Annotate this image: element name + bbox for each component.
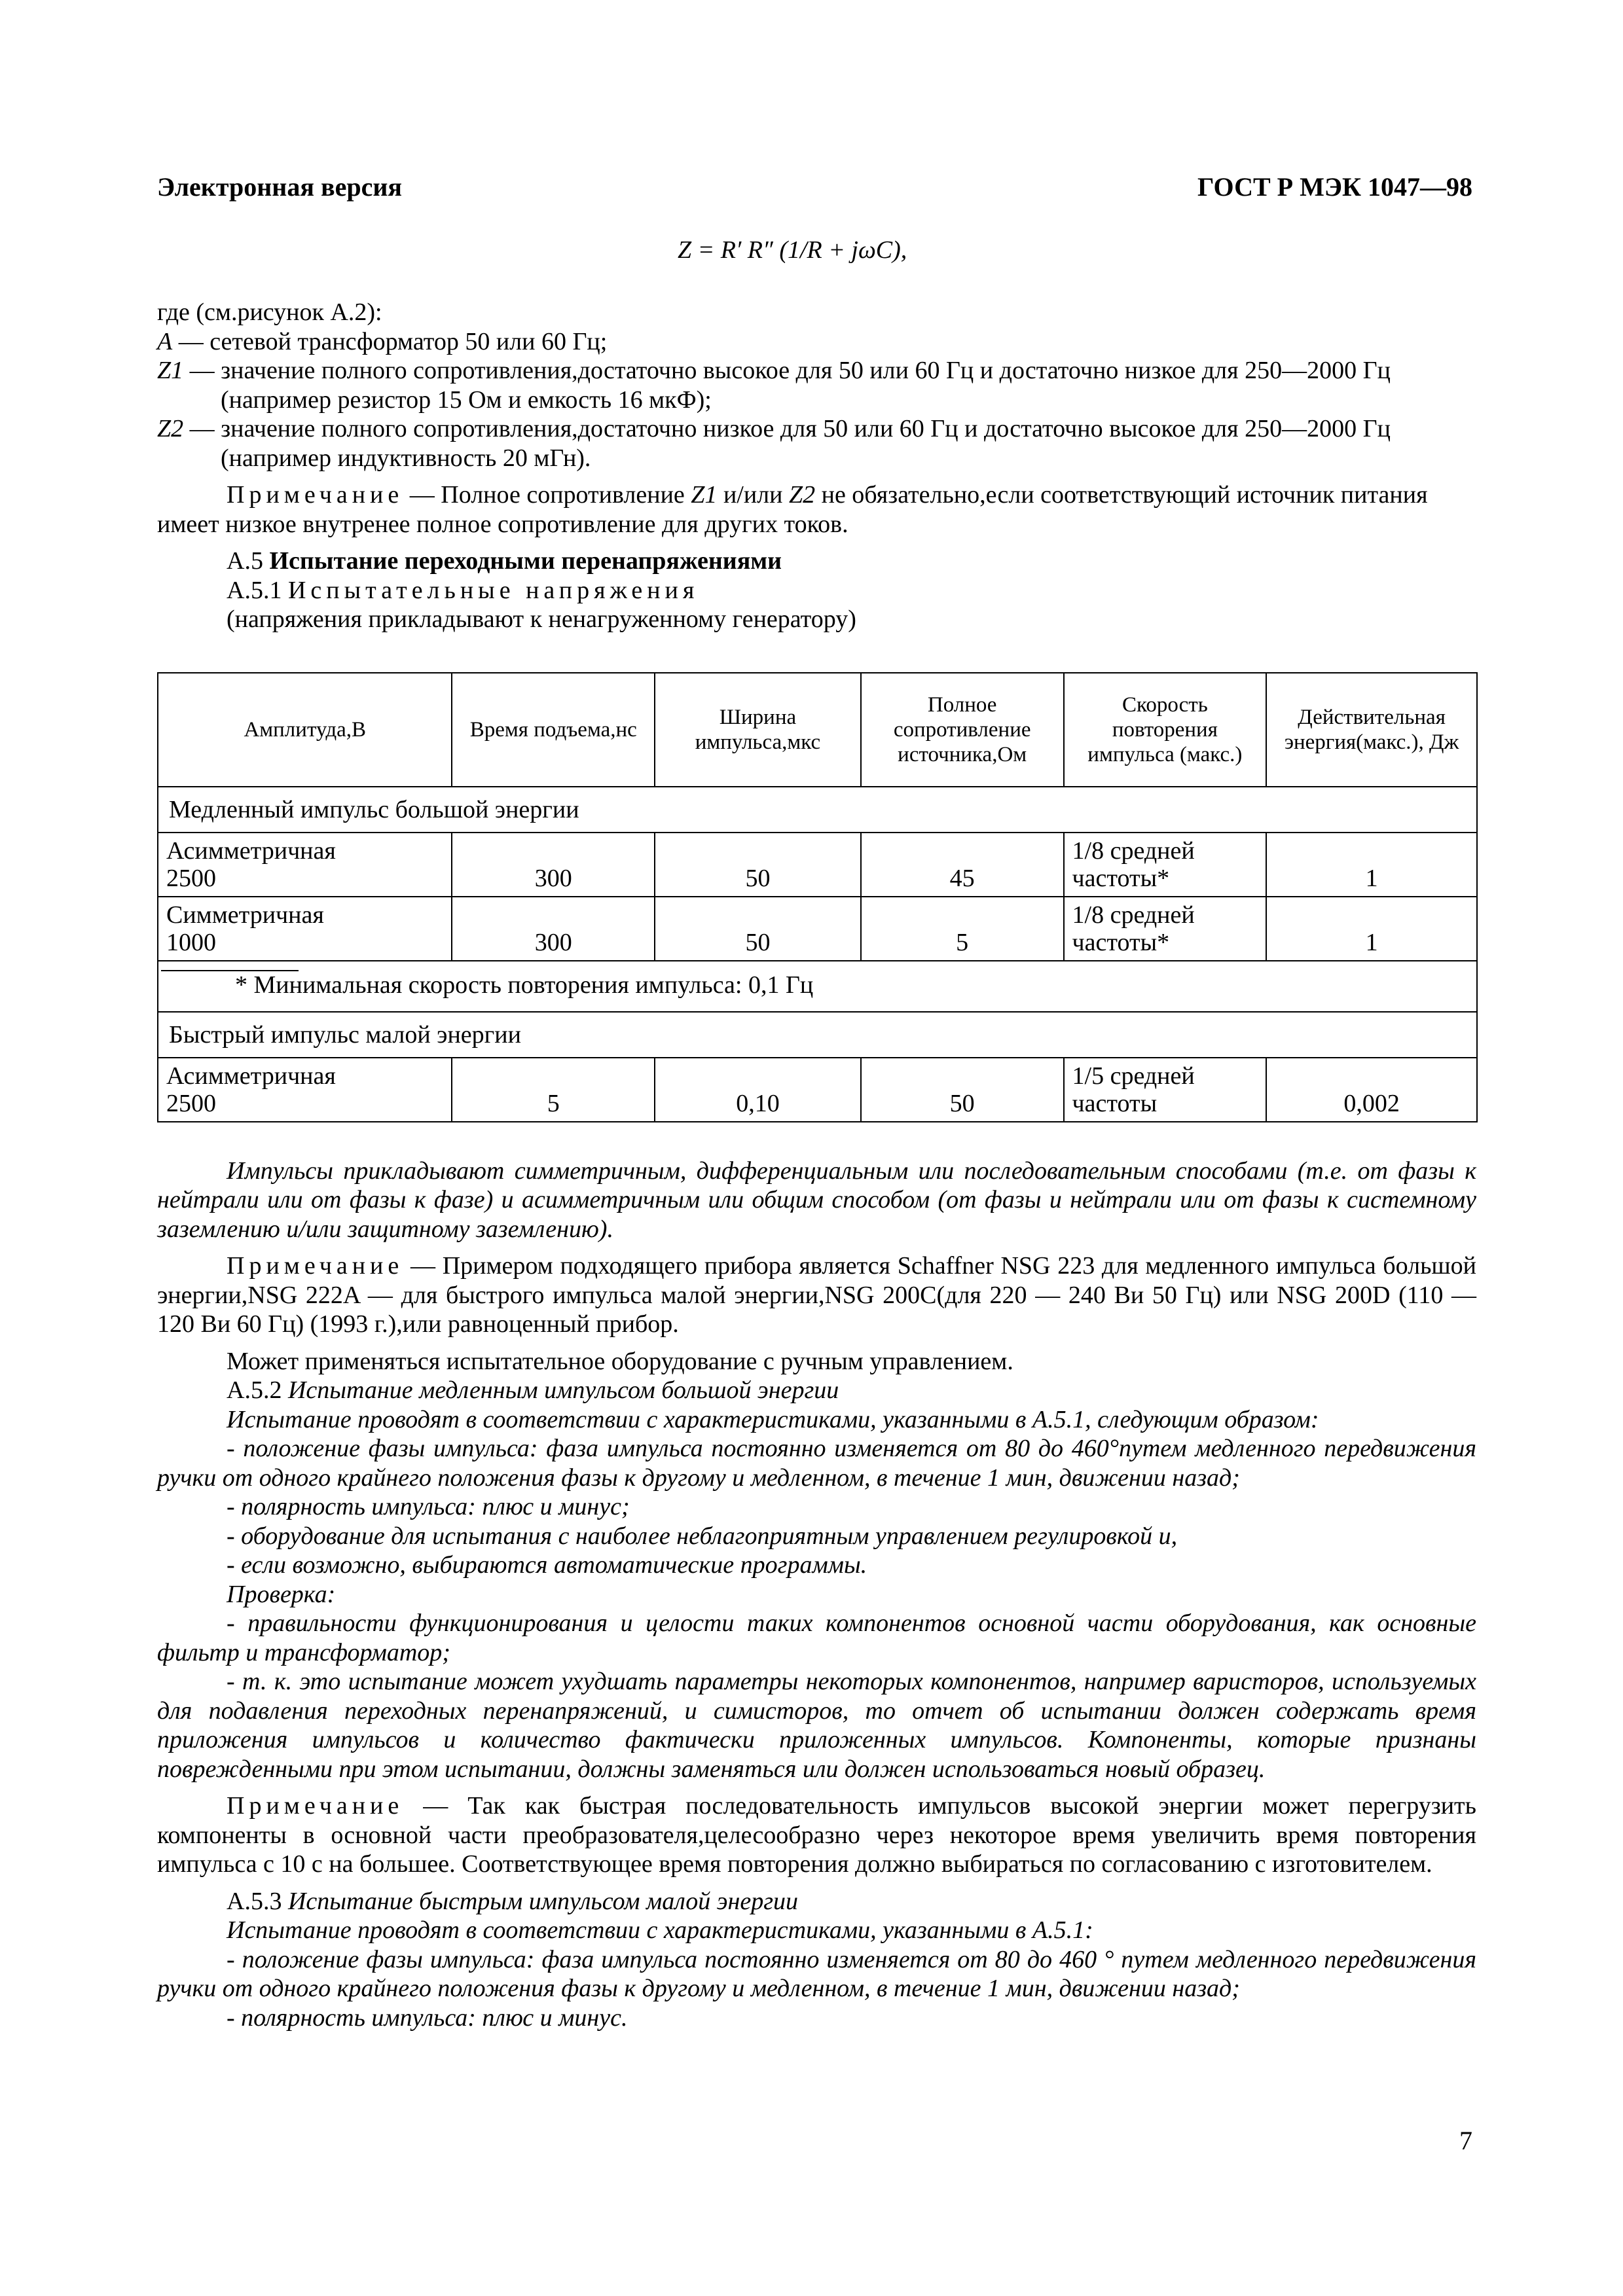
note-equipment-example: Примечание — Примером подходящего прибора является Schaffner NSG 223 для медленного импульса большой энергии,NSG 222A — для быстрого импульса малой энергии,NSG 200C(для 220 — 240 Bи 50 Гц) или NSG 200D (110 — 120 Bи 60 Гц) (1993 г.),или равноценный прибор. xyxy=(157,1252,1476,1338)
check-item: - т. к. это испытание может ухудшать параметры некоторых компонентов, например варисторов, используемых для подавления переходных перенапряжений, и симисторов, то отчет об испытании должен содержать время приложения импульсов и количество фактически приложенных импульсов. Компоненты, которые признаны поврежденными при этом испытании, должны заменяться или должен использоваться новый образец. xyxy=(157,1668,1476,1783)
col-amplitude: Амплитуда,В xyxy=(158,673,452,787)
table-row: Асимметричная 2500 5 0,10 50 1/5 средней частоты 0,002 xyxy=(158,1058,1477,1122)
table-header-row xyxy=(158,673,1477,787)
a53-item: - положение фазы импульса: фаза импульса постоянно изменяется от 80 до 460 ° путем медленного передвижения ручки от одного крайнего положения фазы к другому и медленном, в течение 1 мин, движении назад; xyxy=(157,1945,1476,2002)
definition-z1: Z1 — значение полного сопротивления,достаточно высокое для 50 или 60 Гц и достаточно низкое для 250—2000 Гц (например резистор 15 Ом и емкость 16 мкФ); xyxy=(157,357,1391,414)
subsection-a53-heading: А.5.3 Испытание быстрым импульсом малой энергии xyxy=(227,1887,799,1915)
a52-intro: Испытание проводят в соответствии с характеристиками, указанными в А.5.1, следующим образом: xyxy=(227,1405,1319,1433)
col-rise-time: Время подъема,нс xyxy=(452,673,655,787)
table-section-row xyxy=(158,1012,1477,1058)
impedance-formula: Z = R′ R″ (1/R + jωC), xyxy=(678,236,907,264)
a52-item: - оборудование для испытания с наиболее неблагоприятным управлением регулировкой и, xyxy=(227,1522,1178,1550)
where-line: где (см.рисунок А.2): xyxy=(157,298,382,326)
a52-item: - положение фазы импульса: фаза импульса постоянно изменяется от 80 до 460°путем медленного передвижения ручки от одного крайнего положения фазы к другому и медленном, в течение 1 мин, движении назад; xyxy=(157,1435,1476,1492)
a52-item: - полярность импульса: плюс и минус; xyxy=(227,1493,630,1520)
col-energy: Действительная энергия(макс.), Дж xyxy=(1266,673,1477,787)
header-standard-number: ГОСТ Р МЭК 1047—98 xyxy=(1197,172,1472,202)
note-repetition-time: Примечание — Так как быстрая последовательность импульсов высокой энергии может перегрузить компоненты в основной части преобразователя,целесообразно через некоторое время увеличить время повторения импульса с 10 с на большее. Соответствующее время повторения должно выбираться по согласованию с изготовителем. xyxy=(157,1792,1476,1878)
subsection-a51-heading: А.5.1 Испытательные напряжения xyxy=(227,576,699,604)
table-footnote-row xyxy=(158,961,1477,1012)
definition-a: A — сетевой трансформатор 50 или 60 Гц; xyxy=(157,327,608,355)
page-body xyxy=(157,298,1476,2032)
section-fast-pulse: Быстрый импульс малой энергии xyxy=(158,1012,1477,1058)
page-number: 7 xyxy=(1459,2126,1472,2155)
manual-equipment-line: Может применяться испытательное оборудование с ручным управлением. xyxy=(227,1347,1013,1375)
table-row: Асимметричная 2500 300 50 45 1/8 средней частоты* 1 xyxy=(158,833,1477,897)
subsection-a52-heading: А.5.2 Испытание медленным импульсом большой энергии xyxy=(227,1376,839,1404)
a53-intro: Испытание проводят в соответствии с характеристиками, указанными в А.5.1: xyxy=(227,1916,1093,1944)
a53-item: - полярность импульса: плюс и минус. xyxy=(227,2003,628,2032)
col-source-impedance: Полное сопротивление источника,Ом xyxy=(861,673,1064,787)
header-edition: Электронная версия xyxy=(157,172,403,202)
table-section-row xyxy=(158,787,1477,833)
check-item: - правильности функционирования и целости таких компонентов основной части оборудования, как основные фильтр и трансформатор; xyxy=(157,1609,1476,1666)
note-impedance: Примечание — Полное сопротивление Z1 и/или Z2 не обязательно,если соответствующий источник питания имеет низкое внутренее полное сопротивление для других токов. xyxy=(157,481,1428,538)
definition-z2: Z2 — значение полного сопротивления,достаточно низкое для 50 или 60 Гц и достаточно высокое для 250—2000 Гц (например индуктивность 20 мГн). xyxy=(157,415,1391,472)
pulse-application-paragraph: Импульсы прикладывают симметричным, дифференциальным или последовательным способами (т.е. от фазы к нейтрали или от фазы к фазе) и асимметричным или общим способом (от фазы и нейтрали или от фазы к системному заземлению и/или защитному заземлению). xyxy=(157,1157,1476,1243)
a52-item: - если возможно, выбираются автоматические программы. xyxy=(227,1551,867,1579)
subsection-a51-note: (напряжения прикладывают к ненагруженному генератору) xyxy=(227,605,856,633)
section-a5-heading: А.5 Испытание переходными перенапряжениями xyxy=(227,547,782,575)
col-repetition-rate: Скорость повторения импульса (макс.) xyxy=(1064,673,1267,787)
check-label: Проверка: xyxy=(227,1580,336,1608)
test-voltage-table xyxy=(157,672,1478,1122)
table-footnote: * Минимальная скорость повторения импульса: 0,1 Гц xyxy=(235,971,814,999)
col-pulse-width: Ширина импульса,мкс xyxy=(655,673,861,787)
table-row: Симметричная 1000 300 50 5 1/8 средней частоты* 1 xyxy=(158,897,1477,961)
section-slow-pulse: Медленный импульс большой энергии xyxy=(158,787,1477,833)
